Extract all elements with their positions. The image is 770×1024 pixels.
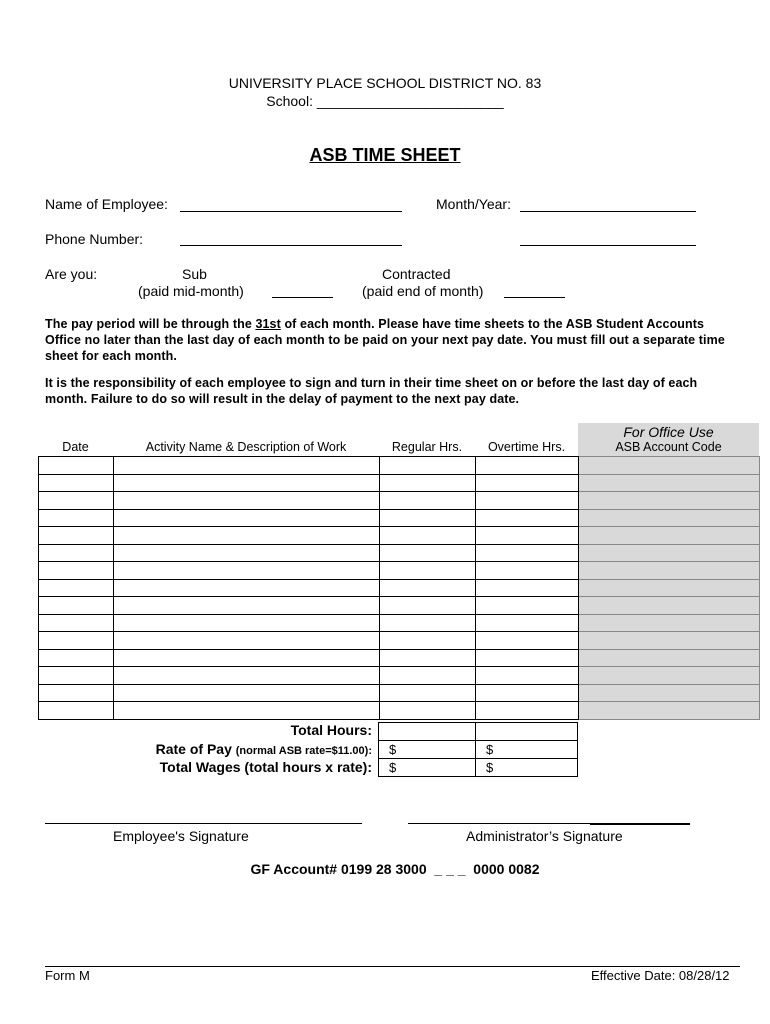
overtime-hrs-cell[interactable] — [476, 632, 579, 650]
totals-table — [378, 722, 578, 777]
col-activity: Activity Name & Description of Work — [145, 440, 347, 454]
date-cell[interactable] — [39, 492, 114, 510]
table-row — [39, 457, 760, 475]
rate-overtime[interactable]: $ — [476, 741, 578, 759]
account-code-cell[interactable] — [579, 527, 760, 545]
overtime-hrs-cell[interactable] — [476, 457, 579, 475]
total-hours-regular[interactable] — [379, 723, 476, 741]
col-regular-hrs: Regular Hrs. — [391, 440, 463, 454]
administrator-signature-label: Administrator’s Signature — [466, 828, 623, 844]
phone-line[interactable] — [180, 245, 402, 246]
table-row — [39, 702, 760, 720]
regular-hrs-cell[interactable] — [380, 492, 476, 510]
effective-date: Effective Date: 08/28/12 — [591, 968, 730, 983]
overtime-hrs-cell[interactable] — [476, 667, 579, 685]
total-hours-overtime[interactable] — [476, 723, 578, 741]
activity-cell[interactable] — [114, 684, 380, 702]
employee-name-label: Name of Employee: — [45, 196, 168, 212]
activity-cell[interactable] — [114, 579, 380, 597]
table-row — [39, 544, 760, 562]
table-row — [39, 509, 760, 527]
date-cell[interactable] — [39, 684, 114, 702]
activity-cell[interactable] — [114, 474, 380, 492]
regular-hrs-cell[interactable] — [380, 579, 476, 597]
overtime-hrs-cell[interactable] — [476, 614, 579, 632]
col-date: Date — [62, 440, 89, 454]
employee-signature-label: Employee's Signature — [113, 828, 249, 844]
regular-hrs-cell[interactable] — [380, 509, 476, 527]
contracted-note: (paid end of month) — [362, 283, 484, 299]
page-title: ASB TIME SHEET — [309, 145, 461, 165]
sub-check-line[interactable] — [272, 297, 333, 298]
account-code-cell[interactable] — [579, 632, 760, 650]
date-cell[interactable] — [39, 474, 114, 492]
date-cell[interactable] — [39, 632, 114, 650]
month-year-line[interactable] — [520, 211, 696, 212]
account-code-cell[interactable] — [579, 509, 760, 527]
overtime-hrs-cell[interactable] — [476, 509, 579, 527]
activity-cell[interactable] — [114, 614, 380, 632]
overtime-hrs-cell[interactable] — [476, 649, 579, 667]
wages-regular[interactable]: $ — [379, 759, 476, 777]
overtime-hrs-cell[interactable] — [476, 562, 579, 580]
regular-hrs-cell[interactable] — [380, 597, 476, 615]
instructions-pay-period: The pay period will be through the 31st of each month. Please have time sheets to the ASB Student Accounts Office no later than the last day of each month to be paid on your next pay date. You must fill out a separate time sheet for each month. — [45, 317, 725, 363]
table-row — [39, 667, 760, 685]
date-cell[interactable] — [39, 527, 114, 545]
footer-rule — [45, 966, 740, 967]
overtime-hrs-cell[interactable] — [476, 544, 579, 562]
table-row — [39, 649, 760, 667]
are-you-label: Are you: — [45, 266, 98, 282]
overtime-hrs-cell[interactable] — [476, 684, 579, 702]
overtime-hrs-cell[interactable] — [476, 527, 579, 545]
time-entry-table — [38, 456, 760, 720]
account-code-cell[interactable] — [579, 597, 760, 615]
extra-line[interactable] — [520, 245, 696, 246]
activity-cell[interactable] — [114, 457, 380, 475]
date-cell[interactable] — [39, 562, 114, 580]
date-cell[interactable] — [39, 667, 114, 685]
office-use-label: For Office Use — [623, 424, 714, 440]
sub-label: Sub — [182, 266, 207, 282]
activity-cell[interactable] — [114, 509, 380, 527]
activity-cell[interactable] — [114, 632, 380, 650]
district-name: UNIVERSITY PLACE SCHOOL DISTRICT NO. 83 — [228, 75, 542, 91]
school-field[interactable]: School: ________________________ — [266, 93, 504, 109]
employee-signature-line[interactable] — [45, 823, 362, 824]
table-row — [39, 684, 760, 702]
col-account-code: ASB Account Code — [615, 440, 722, 454]
contracted-check-line[interactable] — [504, 297, 565, 298]
account-code-cell[interactable] — [579, 667, 760, 685]
date-cell[interactable] — [39, 579, 114, 597]
date-cell[interactable] — [39, 509, 114, 527]
col-overtime-hrs: Overtime Hrs. — [487, 440, 566, 454]
form-id: Form M — [45, 968, 90, 983]
overtime-hrs-cell[interactable] — [476, 579, 579, 597]
activity-cell[interactable] — [114, 649, 380, 667]
date-cell[interactable] — [39, 457, 114, 475]
phone-label: Phone Number: — [45, 231, 144, 247]
account-code-cell[interactable] — [579, 562, 760, 580]
account-code-cell[interactable] — [579, 702, 760, 720]
employee-name-line[interactable] — [180, 211, 402, 212]
regular-hrs-cell[interactable] — [380, 614, 476, 632]
regular-hrs-cell[interactable] — [380, 649, 476, 667]
table-row — [39, 527, 760, 545]
account-code-cell[interactable] — [579, 684, 760, 702]
account-code-cell[interactable] — [579, 544, 760, 562]
contracted-label: Contracted — [382, 266, 451, 282]
month-year-label: Month/Year: — [436, 196, 511, 212]
total-wages-label: Total Wages (total hours x rate): — [159, 759, 372, 775]
activity-cell[interactable] — [114, 544, 380, 562]
regular-hrs-cell[interactable] — [380, 667, 476, 685]
regular-hrs-cell[interactable] — [380, 702, 476, 720]
table-row — [39, 562, 760, 580]
instructions-responsibility: It is the responsibility of each employee to sign and turn in their time sheet on or before the last day of each month. Failure to do so will result in the delay of payment to the next pay date. — [45, 376, 698, 406]
activity-cell[interactable] — [114, 562, 380, 580]
table-row — [39, 614, 760, 632]
regular-hrs-cell[interactable] — [380, 544, 476, 562]
activity-cell[interactable] — [114, 527, 380, 545]
date-cell[interactable] — [39, 614, 114, 632]
date-cell[interactable] — [39, 597, 114, 615]
overtime-hrs-cell[interactable] — [476, 702, 579, 720]
regular-hrs-cell[interactable] — [380, 527, 476, 545]
date-cell[interactable] — [39, 544, 114, 562]
date-cell[interactable] — [39, 649, 114, 667]
account-code-cell[interactable] — [579, 649, 760, 667]
regular-hrs-cell[interactable] — [380, 457, 476, 475]
overtime-hrs-cell[interactable] — [476, 492, 579, 510]
overtime-hrs-cell[interactable] — [476, 597, 579, 615]
overtime-hrs-cell[interactable] — [476, 474, 579, 492]
rate-regular[interactable]: $ — [379, 741, 476, 759]
activity-cell[interactable] — [114, 597, 380, 615]
table-row — [39, 492, 760, 510]
regular-hrs-cell[interactable] — [380, 632, 476, 650]
table-row — [39, 632, 760, 650]
table-row — [39, 579, 760, 597]
account-code-cell[interactable] — [579, 492, 760, 510]
sub-note: (paid mid-month) — [138, 283, 244, 299]
activity-cell[interactable] — [114, 702, 380, 720]
administrator-signature-line-thick — [590, 824, 690, 825]
activity-cell[interactable] — [114, 667, 380, 685]
gf-account: GF Account# 0199 28 3000 _ _ _ 0000 0082 — [250, 861, 540, 877]
table-row — [39, 597, 760, 615]
account-code-cell[interactable] — [579, 474, 760, 492]
regular-hrs-cell[interactable] — [380, 562, 476, 580]
account-code-cell[interactable] — [579, 614, 760, 632]
table-row — [39, 474, 760, 492]
account-code-cell[interactable] — [579, 457, 760, 475]
activity-cell[interactable] — [114, 492, 380, 510]
regular-hrs-cell[interactable] — [380, 684, 476, 702]
wages-overtime[interactable]: $ — [476, 759, 578, 777]
date-cell[interactable] — [39, 702, 114, 720]
total-hours-label: Total Hours: — [290, 722, 372, 738]
regular-hrs-cell[interactable] — [380, 474, 476, 492]
account-code-cell[interactable] — [579, 579, 760, 597]
rate-of-pay-label: Rate of Pay (normal ASB rate=$11.00): — [155, 741, 372, 757]
